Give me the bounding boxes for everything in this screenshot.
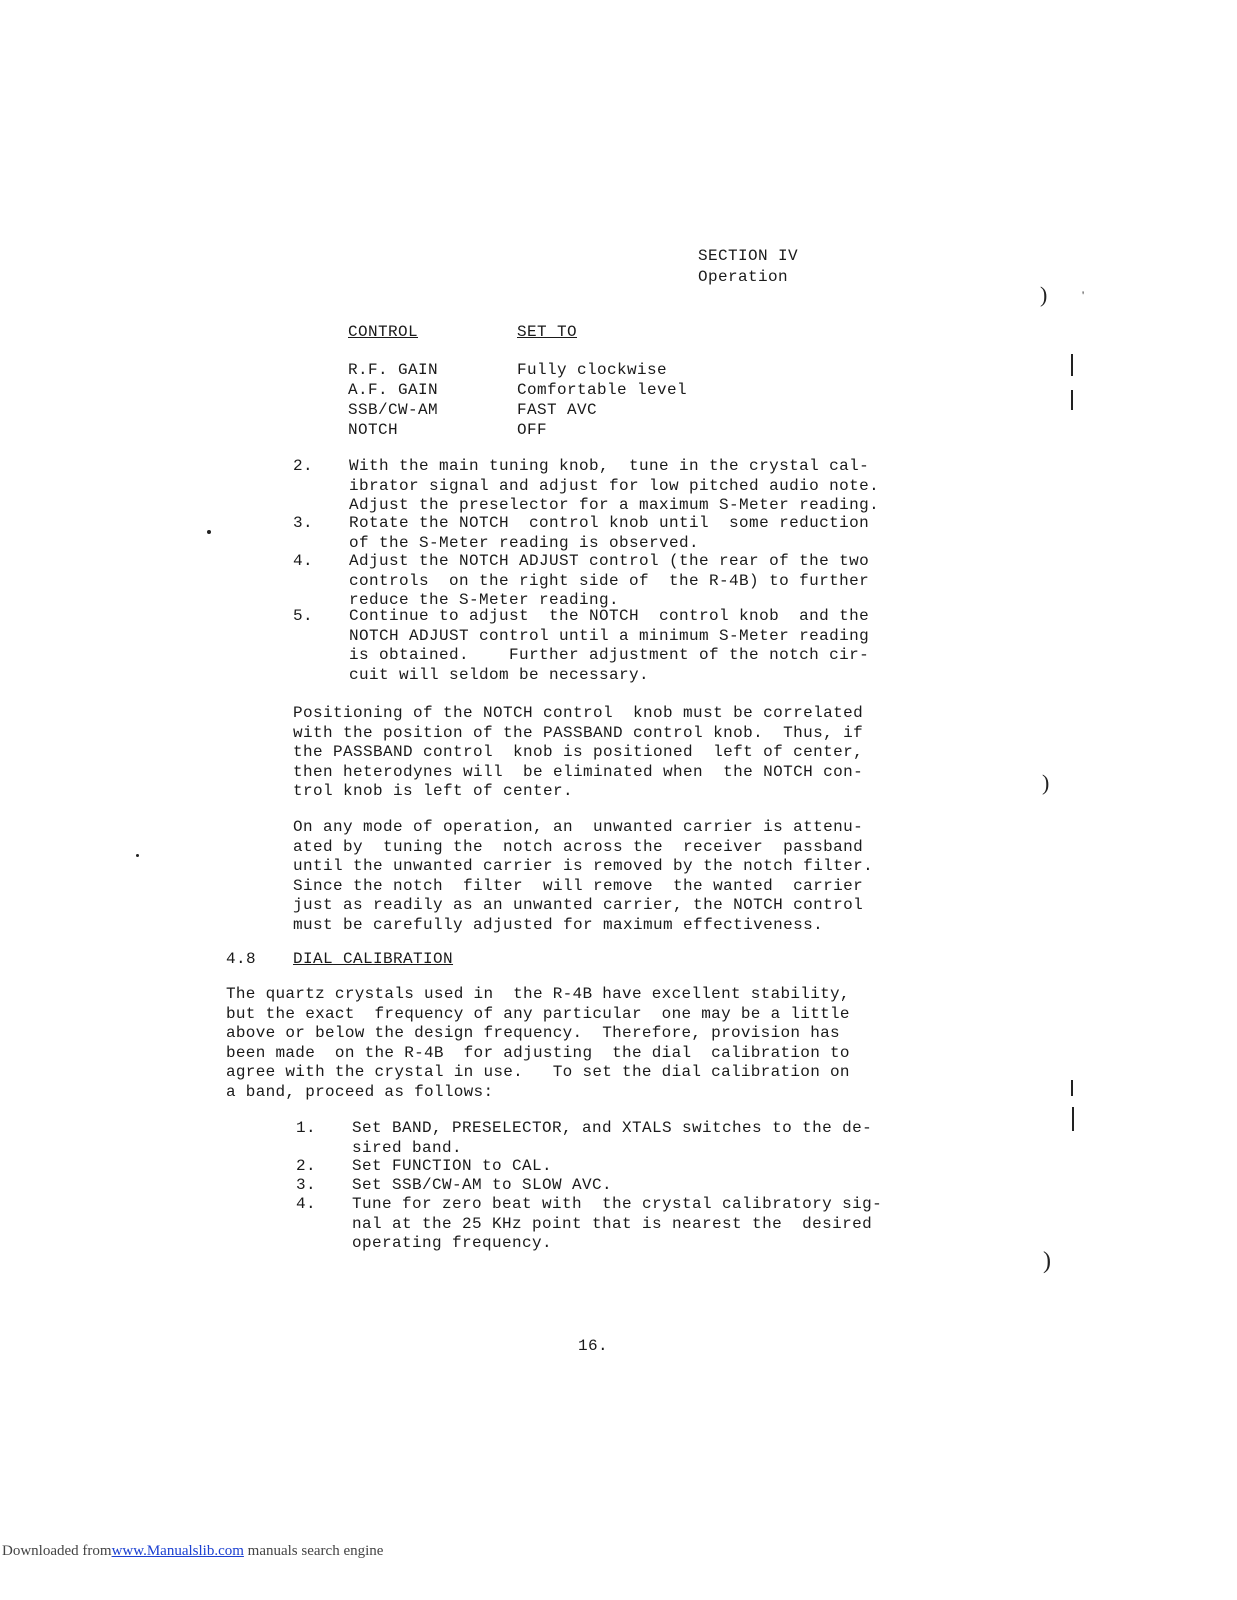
page-number: 16. xyxy=(578,1337,609,1355)
section-header xyxy=(698,246,798,288)
step-number: 5. xyxy=(293,607,314,625)
step-number: 2. xyxy=(296,1157,317,1175)
footer-prefix: Downloaded from xyxy=(2,1543,112,1559)
scan-mark: ) xyxy=(1043,1248,1051,1274)
table-cell-setting: Fully clockwise xyxy=(517,361,668,379)
table-cell-control: A.F. GAIN xyxy=(348,381,439,399)
step-number: 4. xyxy=(293,552,314,570)
step-number: 1. xyxy=(296,1119,317,1137)
section-title: Operation xyxy=(698,268,789,286)
manualslib-link[interactable]: www.Manualslib.com xyxy=(111,1543,244,1559)
section-number: 4.8 xyxy=(226,950,257,968)
scan-mark xyxy=(136,854,139,857)
scan-mark: ) xyxy=(1040,282,1048,307)
scan-mark: ) xyxy=(1042,770,1050,795)
download-footer xyxy=(2,1543,383,1560)
step-text: Set SSB/CW-AM to SLOW AVC. xyxy=(352,1176,613,1194)
table-cell-setting: OFF xyxy=(517,421,548,439)
column-header-control: CONTROL xyxy=(348,323,419,341)
scan-mark: ' xyxy=(1082,288,1085,302)
step-number: 4. xyxy=(296,1195,317,1213)
step-text: Tune for zero beat with the crystal calibratory sig- nal at the 25 KHz point that is nearest the desired operating frequency. xyxy=(352,1195,883,1252)
step-number: 2. xyxy=(293,457,314,475)
footer-suffix: manuals search engine xyxy=(247,1543,384,1559)
paragraph-notch-passband: Positioning of the NOTCH control knob must be correlated with the position of the PASSBAND control knob. Thus, if the PASSBAND control knob is positioned left of center, then heterodynes will be eliminated when the NOTCH con- trol knob is left of center. xyxy=(293,704,864,800)
scan-mark xyxy=(1072,1107,1074,1131)
table-cell-control: R.F. GAIN xyxy=(348,361,439,379)
step-text: With the main tuning knob, tune in the crystal cal- ibrator signal and adjust for low pitched audio note. Adjust the preselector for a maximum S-Meter reading. xyxy=(349,457,880,514)
scan-mark xyxy=(1071,1080,1073,1096)
step-number: 3. xyxy=(296,1176,317,1194)
table-cell-control: NOTCH xyxy=(348,421,399,439)
column-header-set-to: SET TO xyxy=(517,323,578,341)
scan-mark xyxy=(1071,354,1073,376)
section-label: SECTION IV xyxy=(698,247,799,265)
step-text: Set FUNCTION to CAL. xyxy=(352,1157,553,1175)
scan-mark xyxy=(1071,390,1073,410)
step-text: Rotate the NOTCH control knob until some reduction of the S-Meter reading is observed. xyxy=(349,514,870,552)
paragraph-unwanted-carrier: On any mode of operation, an unwanted carrier is attenu- ated by tuning the notch across the receiver passband until the unwanted carrier is removed by the notch filter. Since the notch filter will remove the wanted carrier just as readily as an unwanted carrier, the NOTCH control must be carefully adjusted for maximum effectiveness. xyxy=(293,818,874,934)
paragraph-dial-calibration: The quartz crystals used in the R-4B have excellent stability, but the exact frequency of any particular one may be a little above or below the design frequency. Therefore, provision has been made on the R-4B for adjusting the dial calibration to agree with the crystal in use. To set the dial calibration on a band, proceed as follows: xyxy=(226,985,850,1101)
step-text: Continue to adjust the NOTCH control knob and the NOTCH ADJUST control until a minimum S-Meter reading is obtained. Further adjustment of the notch cir- cuit will seldom be necessary. xyxy=(349,607,870,684)
step-text: Set BAND, PRESELECTOR, and XTALS switches to the de- sired band. xyxy=(352,1119,873,1157)
step-text: Adjust the NOTCH ADJUST control (the rear of the two controls on the right side of the R-4B) to further reduce the S-Meter reading. xyxy=(349,552,870,609)
table-cell-setting: Comfortable level xyxy=(517,381,688,399)
scan-mark xyxy=(207,530,211,534)
table-cell-control: SSB/CW-AM xyxy=(348,401,439,419)
table-cell-setting: FAST AVC xyxy=(517,401,598,419)
section-heading: DIAL CALIBRATION xyxy=(293,950,454,968)
step-number: 3. xyxy=(293,514,314,532)
